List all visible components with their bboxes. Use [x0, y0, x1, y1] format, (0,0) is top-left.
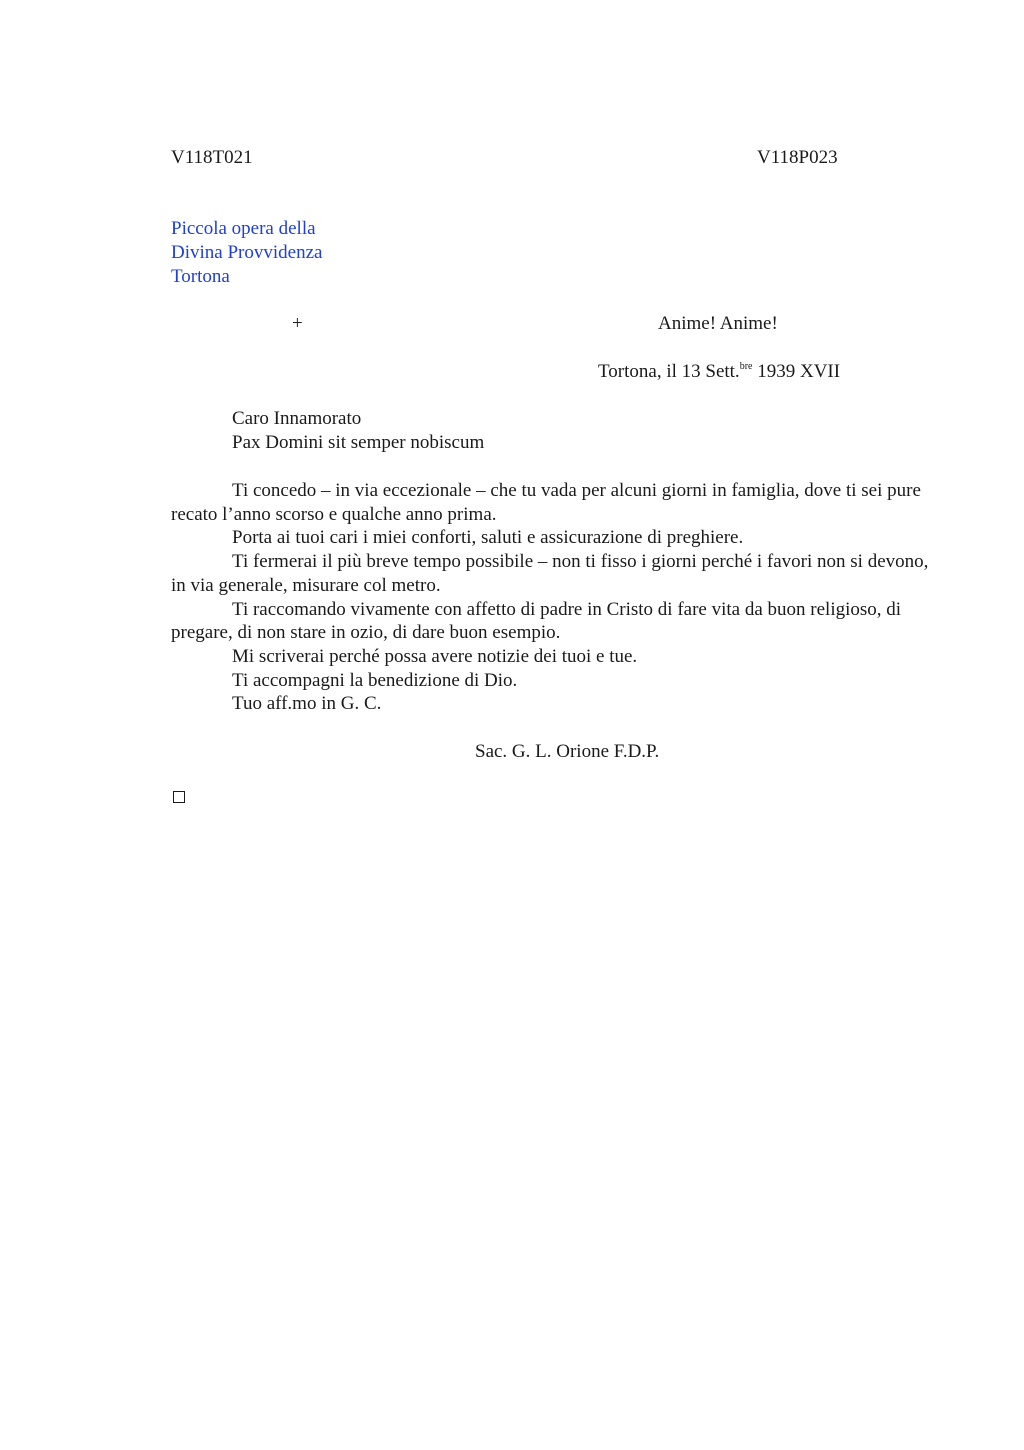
- letter-body: [171, 479, 931, 716]
- letterhead-line-1: Piccola opera della: [171, 218, 316, 239]
- end-marker-square: [173, 791, 185, 803]
- signature: Sac. G. L. Orione F.D.P.: [475, 741, 660, 762]
- body-paragraph: Ti concedo – in via eccezionale – che tu vada per alcuni giorni in famiglia, dove ti sei pure recato l’anno scorso e qualche anno prima.: [171, 480, 921, 525]
- letterhead-line-2: Divina Provvidenza: [171, 242, 323, 263]
- body-paragraph: Ti raccomando vivamente con affetto di padre in Cristo di fare vita da buon religioso, di pregare, di non stare in ozio, di dare buon esempio.: [171, 598, 902, 644]
- date-prefix: Tortona, il 13 Sett.: [598, 361, 740, 382]
- body-paragraph: Ti accompagni la benedizione di Dio.: [232, 669, 518, 691]
- salutation-blessing: Pax Domini sit semper nobiscum: [232, 432, 485, 453]
- archive-code-right: V118P023: [757, 147, 838, 168]
- letterhead-line-3: Tortona: [171, 266, 230, 287]
- body-paragraph: Ti fermerai il più breve tempo possibile – non ti fisso i giorni perché i favori non si devono, in via generale, misurare col metro.: [171, 551, 929, 596]
- dateline: [598, 360, 840, 384]
- motto: Anime! Anime!: [658, 313, 778, 334]
- body-paragraph: Mi scriverai perché possa avere notizie dei tuoi e tue.: [232, 645, 638, 667]
- date-superscript: bre: [739, 361, 753, 372]
- salutation-greeting: Caro Innamorato: [232, 408, 362, 429]
- cross-symbol: +: [292, 313, 303, 334]
- body-paragraph: Tuo aff.mo in G. C.: [232, 693, 382, 715]
- date-suffix: 1939 XVII: [752, 361, 841, 382]
- archive-code-left: V118T021: [171, 147, 253, 168]
- body-paragraph: Porta ai tuoi cari i miei conforti, saluti e assicurazione di preghiere.: [232, 527, 744, 549]
